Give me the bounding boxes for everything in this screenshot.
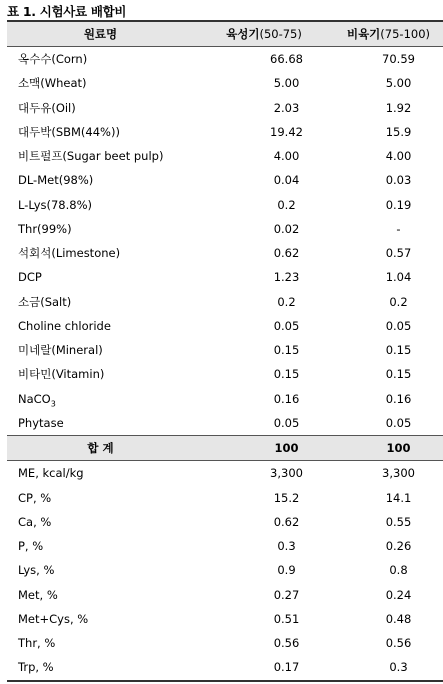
ingredient-name: 비타민(Vitamin) [18, 367, 105, 382]
grower-value: 0.16 [273, 391, 300, 406]
table-row [7, 411, 443, 436]
finisher-value: 3,300 [382, 466, 415, 481]
grower-value: 0.62 [273, 246, 300, 261]
table-row [7, 655, 443, 680]
ingredient-name: NaCO$_3$ [18, 391, 56, 408]
grower-value: 0.56 [273, 636, 300, 651]
nutrient-name: ME, kcal/kg [18, 466, 84, 481]
finisher-value: 0.05 [385, 415, 412, 430]
table-row [7, 241, 443, 265]
nutrient-name: Trp, % [7, 655, 194, 680]
table-row [7, 558, 443, 582]
table-caption: 표 1. 시험사료 배합비 [7, 4, 127, 19]
finisher-value: 0.15 [385, 343, 412, 358]
table-row [7, 71, 443, 95]
grower-value: 66.68 [270, 52, 303, 67]
table-row [7, 338, 443, 362]
grower-value: 2.03 [273, 100, 300, 115]
ingredient-name: 대두유(Oil) [18, 100, 76, 115]
table-row [7, 120, 443, 144]
ingredient-name: 비트펄프(Sugar beet pulp) [18, 149, 164, 164]
ingredient-name: 미네랄(Mineral) [18, 343, 103, 358]
table-row [7, 534, 443, 558]
table-row [7, 265, 443, 289]
grower-value: 0.51 [273, 611, 300, 626]
finisher-value: 4.00 [385, 149, 412, 164]
table-row [7, 47, 443, 72]
nutrient-name: Thr, % [18, 636, 56, 651]
finisher-value: 0.8 [389, 563, 408, 578]
finisher-value: 0.55 [385, 514, 412, 529]
table-row [7, 290, 443, 314]
finisher-value: 0.19 [385, 197, 412, 212]
finisher-value: 1.04 [385, 270, 412, 285]
total-row [7, 436, 443, 461]
finisher-value: 0.3 [334, 655, 443, 680]
total-finisher: 100 [334, 436, 443, 461]
header-finisher: 비육기(75-100) [334, 21, 443, 47]
finisher-value: 70.59 [382, 52, 415, 67]
table-row [7, 168, 443, 192]
ingredient-name: L-Lys(78.8%) [18, 197, 93, 212]
grower-value: 0.02 [273, 221, 300, 236]
grower-value: 0.04 [273, 173, 300, 188]
total-grower: 100 [194, 436, 334, 461]
nutrient-name: Ca, % [18, 514, 52, 529]
total-label: 합 계 [7, 436, 194, 461]
ingredient-name: Choline chloride [18, 318, 111, 333]
finisher-value: 0.48 [385, 611, 412, 626]
ingredient-name: 옥수수(Corn) [18, 52, 88, 67]
finisher-value: 0.15 [385, 367, 412, 382]
grower-value: 1.23 [273, 270, 300, 285]
header-ingredient: 원료명 [7, 21, 194, 47]
grower-value: 0.05 [273, 318, 300, 333]
finisher-value: 0.26 [385, 539, 412, 554]
grower-value: 19.42 [270, 124, 303, 139]
ingredient-name: DCP [18, 270, 42, 285]
finisher-value: 0.24 [385, 587, 412, 602]
grower-value: 15.2 [273, 490, 300, 505]
grower-value: 0.9 [277, 563, 296, 578]
nutrient-name: Lys, % [18, 563, 55, 578]
table-row [7, 193, 443, 217]
nutrient-name: P, % [18, 539, 44, 554]
finisher-value: 14.1 [385, 490, 412, 505]
ingredient-name: DL-Met(98%) [18, 173, 94, 188]
nutrient-name: Met, % [18, 587, 58, 602]
ingredient-name: 석회석(Limestone) [18, 246, 121, 261]
ingredient-name: 소맥(Wheat) [18, 76, 87, 91]
finisher-value: 1.92 [385, 100, 412, 115]
feed-composition-table [7, 20, 443, 682]
ingredient-name: Thr(99%) [18, 221, 72, 236]
finisher-value: 0.57 [385, 246, 412, 261]
nutrient-rows [7, 461, 443, 681]
finisher-value: 15.9 [385, 124, 412, 139]
grower-value: 0.2 [277, 294, 296, 309]
grower-value: 0.62 [273, 514, 300, 529]
table-row [7, 631, 443, 655]
table-header [7, 21, 443, 47]
table-row [7, 362, 443, 386]
grower-value: 0.17 [194, 655, 334, 680]
finisher-value: 0.05 [385, 318, 412, 333]
grower-value: 4.00 [273, 149, 300, 164]
header-row [7, 21, 443, 47]
table-row [7, 96, 443, 120]
grower-value: 0.27 [273, 587, 300, 602]
header-grower: 육성기(50-75) [194, 21, 334, 47]
ingredient-name: 대두박(SBM(44%)) [18, 124, 120, 139]
finisher-value: 0.2 [389, 294, 408, 309]
nutrient-name: CP, % [18, 490, 52, 505]
finisher-value: 0.56 [385, 636, 412, 651]
ingredient-name: Phytase [18, 415, 64, 430]
table-row [7, 314, 443, 338]
finisher-value: 5.00 [385, 76, 412, 91]
grower-value: 0.05 [273, 415, 300, 430]
table-row [7, 510, 443, 534]
ingredient-rows [7, 47, 443, 461]
table-row [7, 144, 443, 168]
table-row [7, 217, 443, 241]
finisher-value: 0.16 [385, 391, 412, 406]
finisher-value: - [396, 221, 401, 236]
grower-value: 0.3 [277, 539, 296, 554]
grower-value: 0.15 [273, 367, 300, 382]
grower-value: 3,300 [270, 466, 303, 481]
table-row [7, 387, 443, 411]
table-row [7, 607, 443, 631]
grower-value: 5.00 [273, 76, 300, 91]
nutrient-name: Met+Cys, % [18, 611, 89, 626]
grower-value: 0.15 [273, 343, 300, 358]
ingredient-name: 소금(Salt) [18, 294, 72, 309]
table-row [7, 486, 443, 510]
table-row [7, 583, 443, 607]
grower-value: 0.2 [277, 197, 296, 212]
table-row [7, 461, 443, 486]
finisher-value: 0.03 [385, 173, 412, 188]
